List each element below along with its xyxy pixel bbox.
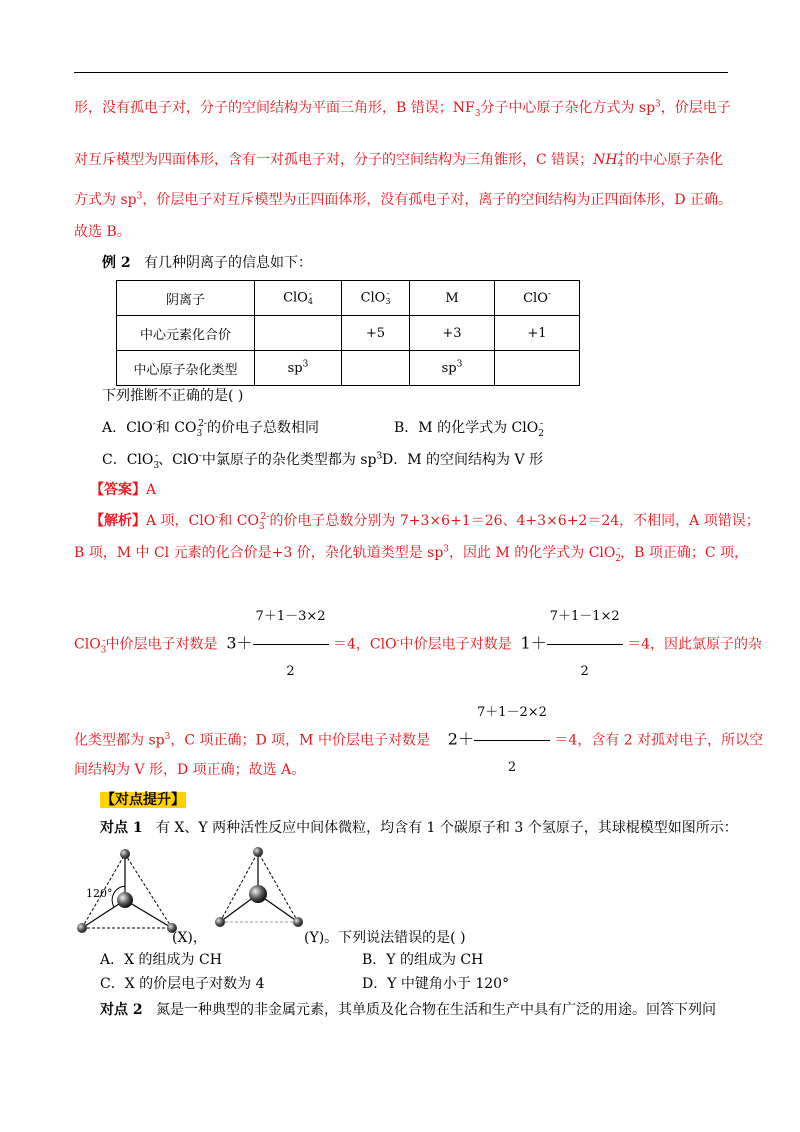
practice-option-c: C．X 的价层电子对数为 4 [100,976,265,992]
explanation-line-1: 形，没有孤电子对，分子的空间结构为平面三角形，B 错误；$NF_3$分子中心原子杂化方式为 $sp^3$，价层电子 [74,99,731,119]
angle-label: 120° [86,887,113,900]
header-rule [74,72,728,73]
ball-stick-model-y [208,842,308,938]
option-b: B．M 的化学式为 ClO$_2$- [394,419,544,439]
analysis-line-5: 间结构为 V 形，D 项正确；故选 A。 [74,762,306,778]
practice-option-a: A．X 的组成为 CH [100,952,222,968]
example-heading: 例 2 有几种阴离子的信息如下： [102,255,312,271]
explanation-line-3: 方式为 $sp^3$，价层电子对互斥模型为正四面体形，没有孤电子对，离子的空间结构为正四面体形，D 正确。 [74,191,733,208]
analysis-line-1: 【解析】A 项，ClO-和 $CO_3^{2-}$的价电子总数分别为 7+3×6+1＝26、4+3×6+2＝24，不相同，A 项错误； [90,512,760,532]
option-a: A．ClO-和 $CO_3^{2-}$的价电子总数相同 [102,419,319,439]
table-row: 阴离子 ClO - 4 ClO - 3 M ClO- [117,281,580,316]
practice-1-heading: 对点 1 有 X、Y 两种活性反应中间体微粒，均含有 1 个碳原子和 3 个氢原子，其球棍模型如图所示： [100,820,738,836]
explanation-line-2: 对互斥模型为四面体形，含有一对孤电子对，分子的空间结构为三角锥形，C 错误；NH + 4 的中心原子杂化 [74,150,724,169]
formula-fraction: $\frac{7+1-3\times 2}{2}$ [253,592,329,697]
practice-2-heading: 对点 2 氮是一种典型的非金属元素，其单质及化合物在生活和生产中具有广泛的用途。回答下列问 [100,1002,716,1018]
formula-fraction: $\frac{7+1-1\times 2}{2}$ [547,592,623,697]
practice-tag: 【对点提升】 [101,792,185,808]
analysis-line-2: B 项，M 中 Cl 元素的化合价是+3 价，杂化轨道类型是 $sp^3$，因此 M 的化学式为 ClO$_2$-，B 项正确；C 项， [74,544,749,564]
practice-option-b: B．Y 的组成为 CH [362,952,484,968]
model-y-label: (Y)。下列说法错误的是( ) [304,930,466,946]
table-row: 中心原子杂化类型 $sp^3$ $sp^3$ [117,351,580,386]
answer-line: 【答案】A [90,482,157,498]
question-stem: 下列推断不正确的是( ) [102,388,244,404]
model-x-label: (X)， [172,930,207,946]
table-row: 中心元素化合价 +5 +3 +1 [117,316,580,351]
option-d: D．M 的空间结构为 V 形 [382,452,544,468]
option-c: C．ClO$_3$-、ClO-中氯原子的杂化类型都为 $sp^3$ [102,451,383,471]
anion-info-table [116,280,580,386]
analysis-line-4: 化类型都为 $sp^3$，C 项正确；D 项，M 中价层电子对数是 2＋ $\frac{7+1-2\times 2}{2}$ ＝4，含有 2 对孤对电子，所以空 [74,688,763,793]
explanation-line-4: 故选 B。 [74,224,131,240]
formula-fraction: $\frac{7+1-2\times 2}{2}$ [474,688,550,793]
analysis-line-3: ClO$_3$-中价层电子对数是 3＋ $\frac{7+1-3\times 2}{2}$ ＝4，ClO-中价层电子对数是 1＋ $\frac{7+1-1\times 2}{2}$ ＝4，因此氯原子的杂 [74,592,762,697]
practice-option-d: D．Y 中键角小于 120° [362,976,510,992]
